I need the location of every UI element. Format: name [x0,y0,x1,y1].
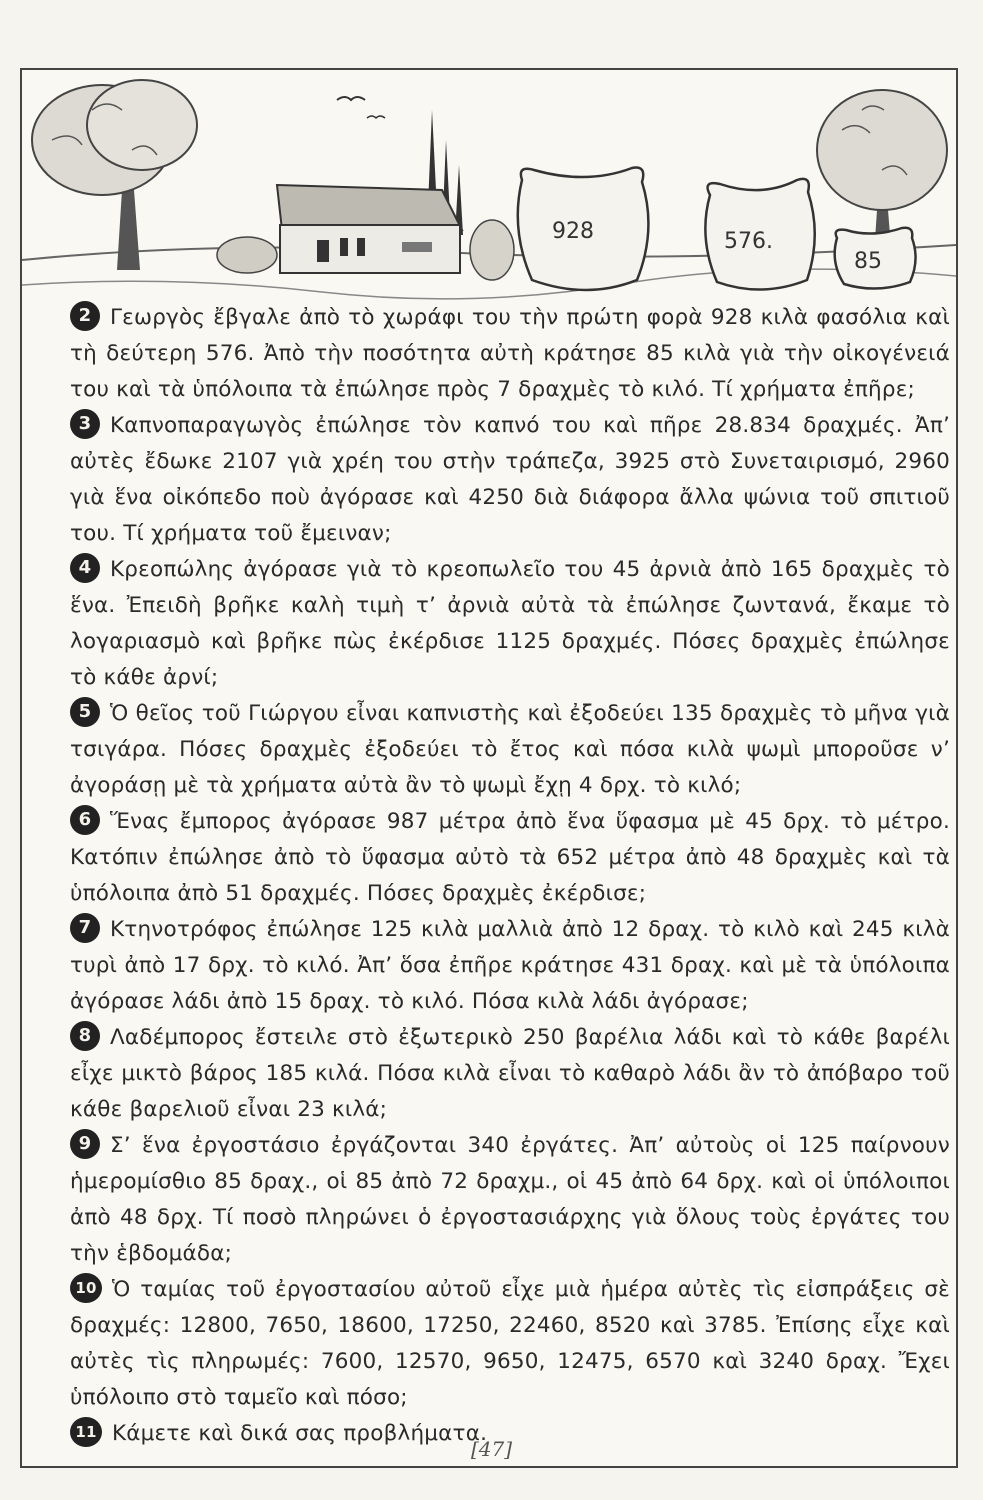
problem-number-badge: 11 [70,1417,102,1447]
problem-text: Κτηνοτρόφος ἐπώλησε 125 κιλὰ μαλλιὰ ἀπὸ 12 δραχ. τὸ κιλὸ καὶ 245 κιλὰ τυρὶ ἀπὸ 17 δρχ. τὸ κιλό. Ἀπ’ ὅσα ἐπῆρε κράτησε 431 δραχ. καὶ μὲ τὰ ὑπόλοιπα ἀγόρασε λάδι ἀπὸ 15 δραχ. τὸ κιλό. Πόσα κιλὰ λάδι ἀγόρασε; [70,917,950,1014]
problem-4 [70,552,950,696]
problem-6 [70,804,950,912]
problem-text: Γεωργὸς ἔβγαλε ἀπὸ τὸ χωράφι του τὴν πρώτη φορὰ 928 κιλὰ φασόλια καὶ τὴ δεύτερη 576. Ἀπὸ τὴν ποσότητα αὐτὴ κράτησε 85 κιλὰ γιὰ τὴν οἰκογένειά του καὶ τὰ ὑπόλοιπα τὰ ἐπώλησε πρὸς 7 δραχμὲς τὸ κιλό. Τί χρήματα ἐπῆρε; [70,305,950,402]
problem-text: Ὁ ταμίας τοῦ ἐργοστασίου αὐτοῦ εἶχε μιὰ ἡμέρα αὐτὲς τὶς εἰσπράξεις σὲ δραχμές: 12800, 7650, 18600, 17250, 22460, 8520 καὶ 3785. Ἐπίσης εἶχε καὶ αὐτὲς τὶς πληρωμές: 7600, 12570, 9650, 12475, 6570 καὶ 3240 δραχ. Ἔχει ὑπόλοιπο στὸ ταμεῖο καὶ πόσο; [70,1277,950,1410]
problem-10 [70,1272,950,1416]
sack-label: 928 [552,219,594,244]
problem-3 [70,408,950,552]
left-tree-icon [32,80,197,270]
problem-text: Κρεοπώλης ἀγόρασε γιὰ τὸ κρεοπωλεῖο του 45 ἀρνιὰ ἀπὸ 165 δραχμὲς τὸ ἕνα. Ἐπειδὴ βρῆκε καλὴ τιμὴ τ’ ἀρνιὰ αὐτὰ τὰ ἐπώλησε ζωντανά, ἔκαμε τὸ λογαριασμὸ καὶ βρῆκε πὼς ἐκέρδισε 1125 δραχμές. Πόσες δραχμὲς ἐπώλησε τὸ κάθε ἀρνί; [70,557,950,690]
farm-illustration [22,70,956,320]
problem-number-badge: 10 [70,1273,102,1303]
problem-text: Καπνοπαραγωγὸς ἐπώλησε τὸν καπνό του καὶ πῆρε 28.834 δραχμές. Ἀπ’ αὐτὲς ἔδωκε 2107 γιὰ χρέη του στὴν τράπεζα, 3925 στὸ Συνεταιρισμό, 2960 γιὰ ἕνα οἰκόπεδο ποὺ ἀγόρασε καὶ 4250 διὰ διάφορα ἄλλα ψώνια τοῦ σπιτιοῦ του. Τί χρήματα τοῦ ἔμειναν; [70,413,950,546]
house-icon [277,185,462,273]
problem-7 [70,912,950,1020]
problem-number-badge: 5 [70,697,100,727]
problem-2 [70,300,950,408]
problem-text: Κάμετε καὶ δικά σας προβλήματα. [112,1421,488,1446]
problem-text: Ὁ θεῖος τοῦ Γιώργου εἶναι καπνιστὴς καὶ ἐξοδεύει 135 δραχμὲς τὸ μῆνα γιὰ τσιγάρα. Πόσες δραχμὲς ἐξοδεύει τὸ ἔτος καὶ πόσα κιλὰ ψωμὶ μποροῦσε ν’ ἀγοράσῃ μὲ τὰ χρήματα αὐτὰ ἂν τὸ ψωμὶ ἔχῃ 4 δρχ. τὸ κιλό; [70,701,950,798]
problem-number-badge: 9 [70,1129,100,1159]
problem-number-badge: 7 [70,913,100,943]
problem-number-badge: 6 [70,805,100,835]
bird-icon [337,97,365,100]
problem-list [70,300,950,1452]
problem-text: Λαδέμπορος ἔστειλε στὸ ἐξωτερικὸ 250 βαρέλια λάδι καὶ τὸ κάθε βαρέλι εἶχε μικτὸ βάρος 185 κιλά. Πόσα κιλὰ εἶναι τὸ καθαρὸ λάδι ἂν τὸ ἀπόβαρο τοῦ κάθε βαρελιοῦ εἶναι 23 κιλά; [70,1025,950,1122]
problem-text: Ἕνας ἔμπορος ἀγόρασε 987 μέτρα ἀπὸ ἕνα ὕφασμα μὲ 45 δρχ. τὸ μέτρο. Κατόπιν ἐπώλησε ἀπὸ τὸ ὕφασμα αὐτὸ τὰ 652 μέτρα ἀπὸ 48 δραχμὲς καὶ τὰ ὑπόλοιπα ἀπὸ 51 δραχμές. Πόσες δραχμὲς ἐκέρδισε; [70,809,950,906]
problem-number-badge: 4 [70,553,100,583]
problem-8 [70,1020,950,1128]
bird-icon [367,116,385,118]
problem-number-badge: 3 [70,409,100,439]
bush-icon [470,220,514,280]
page-number: [47] [470,1437,513,1461]
problem-number-badge: 2 [70,301,100,331]
bush-icon [217,237,277,273]
sack-label: 85 [854,249,882,274]
problem-9 [70,1128,950,1272]
problem-number-badge: 8 [70,1021,100,1051]
sack-label: 576. [724,229,773,254]
problem-text: Σ’ ἕνα ἐργοστάσιο ἐργάζονται 340 ἐργάτες. Ἀπ’ αὐτοὺς οἱ 125 παίρνουν ἡμερομίσθιο 85 δραχ., οἱ 85 ἀπὸ 72 δραχμ., οἱ 45 ἀπὸ 64 δρχ. καὶ οἱ ὑπόλοιποι ἀπὸ 48 δρχ. Τί ποσὸ πληρώνει ὁ ἐργοστασιάρχης γιὰ ὅλους τοὺς ἐργάτες του τὴν ἑβδομάδα; [70,1133,950,1266]
problem-5 [70,696,950,804]
